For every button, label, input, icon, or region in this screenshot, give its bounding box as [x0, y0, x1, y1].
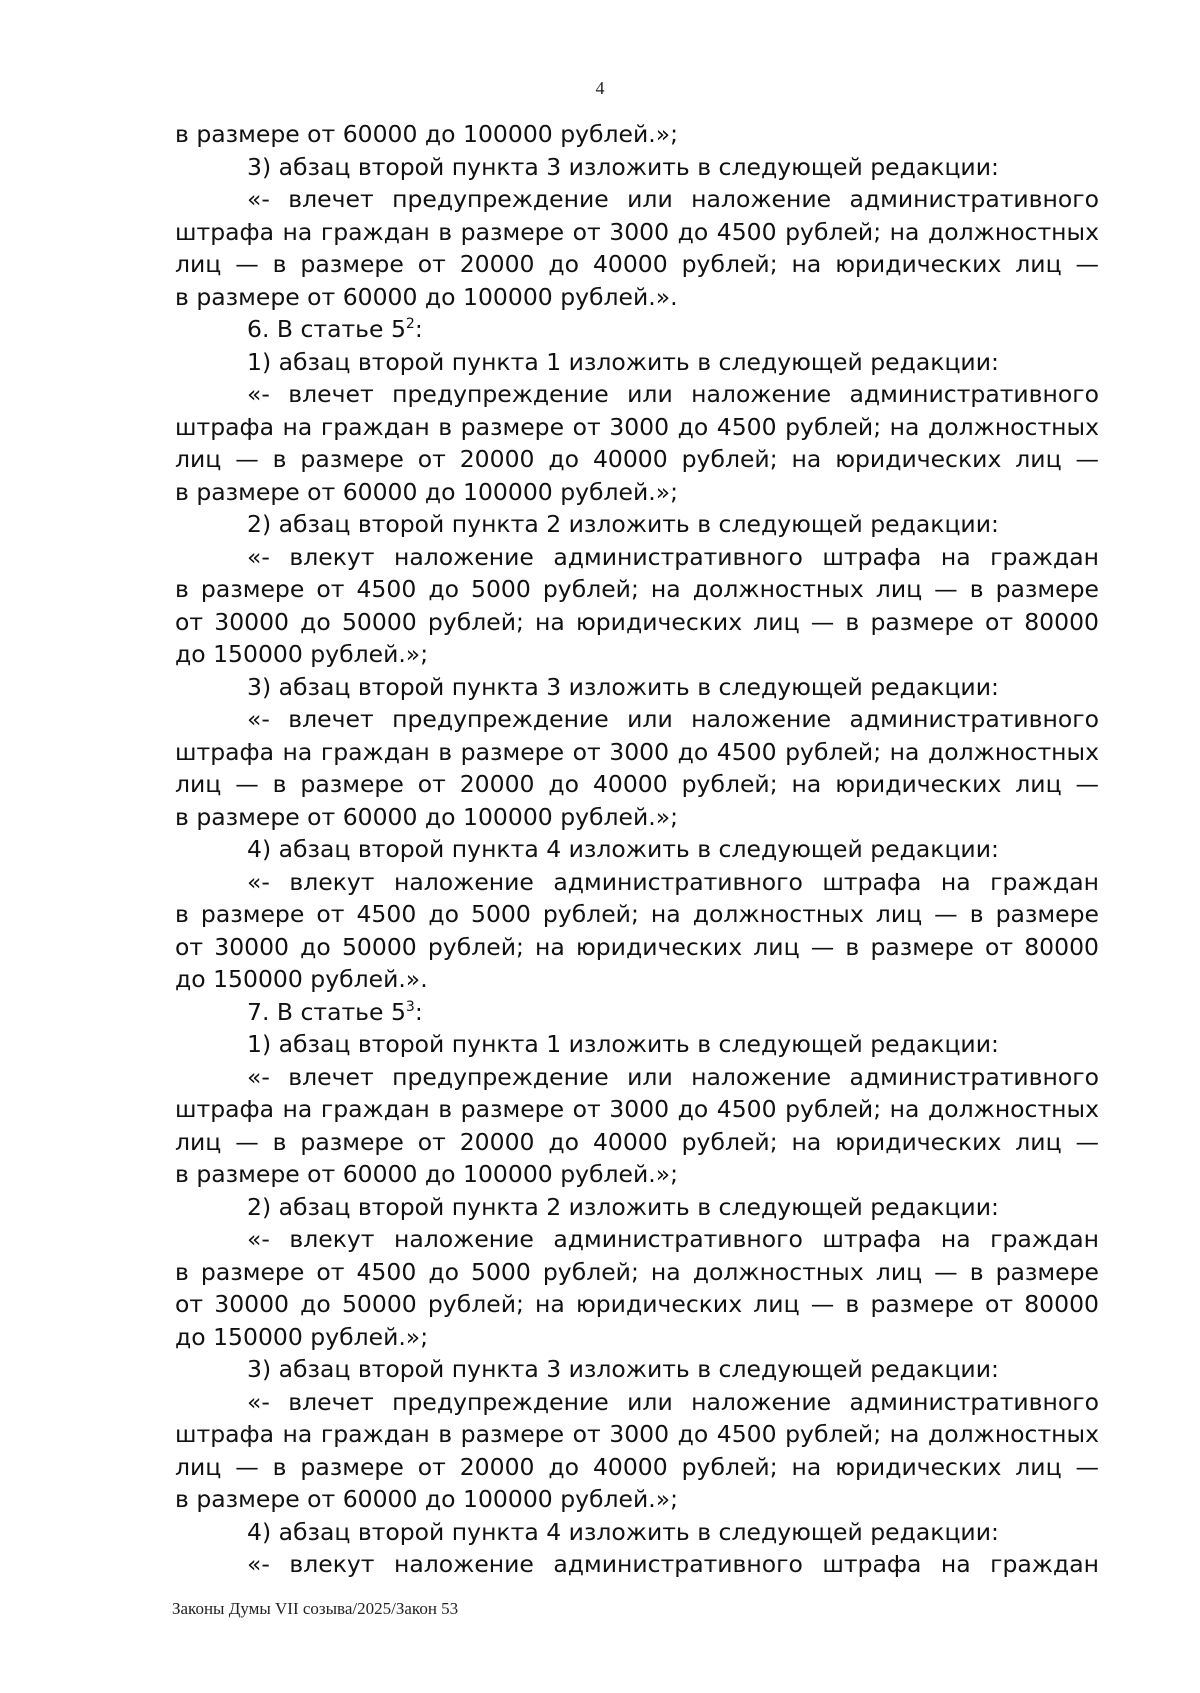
subitem-heading: 2) абзац второй пункта 2 изложить в следующей редакции: — [247, 510, 999, 538]
page-number: 4 — [595, 78, 605, 98]
line: лиц — в размере от 20000 до 40000 рублей; на юридических лиц — — [175, 1452, 1099, 1481]
section-heading: 6. В статье $5^2$: — [247, 315, 423, 343]
line: штрафа на граждан в размере от 3000 до 4500 рублей; на должностных — [175, 1420, 1099, 1448]
line: лиц — в размере от 20000 до 40000 рублей; на юридических лиц — — [175, 250, 1099, 278]
line: лиц — в размере от 20000 до 40000 рублей; на юридических лиц — — [175, 770, 1099, 798]
subitem-heading: 1) абзац второй пункта 1 изложить в следующей редакции: — [247, 1030, 999, 1058]
quote-line: «- влечет предупреждение или наложение административного — [247, 380, 1099, 408]
line: в размере от 4500 до 5000 рублей; на должностных лиц — в размере — [175, 1257, 1099, 1286]
subitem-heading: 4) абзац второй пункта 4 изложить в следующей редакции: — [247, 835, 999, 863]
line: в размере от 60000 до 100000 рублей.»; — [175, 1485, 679, 1513]
footer-reference: Законы Думы VII созыва/2025/Закон 53 — [172, 1599, 459, 1618]
quote-line: «- влечет предупреждение или наложение административного — [247, 705, 1099, 733]
subitem-heading: 1) абзац второй пункта 1 изложить в следующей редакции: — [247, 347, 999, 376]
line: лиц — в размере от 20000 до 40000 рублей; на юридических лиц — — [175, 1127, 1099, 1156]
line: в размере от 60000 до 100000 рублей.»; — [175, 120, 679, 148]
line: в размере от 60000 до 100000 рублей.»; — [175, 477, 679, 506]
quote-line: «- влекут наложение административного штрафа на граждан — [247, 867, 1099, 896]
quote-line: «- влечет предупреждение или наложение административного — [247, 185, 1099, 213]
subitem-heading: 2) абзац второй пункта 2 изложить в следующей редакции: — [247, 1192, 999, 1221]
line: штрафа на граждан в размере от 3000 до 4500 рублей; на должностных — [175, 737, 1099, 766]
line: в размере от 4500 до 5000 рублей; на должностных лиц — в размере — [175, 575, 1099, 603]
line: штрафа на граждан в размере от 3000 до 4500 рублей; на должностных — [175, 217, 1099, 246]
body-text — [175, 118, 1099, 1581]
line: от 30000 до 50000 рублей; на юридических лиц — в размере от 80000 — [175, 607, 1099, 636]
line: от 30000 до 50000 рублей; на юридических лиц — в размере от 80000 — [175, 932, 1099, 961]
subitem-heading: 4) абзац второй пункта 4 изложить в следующей редакции: — [247, 1517, 999, 1546]
superscript: 3 — [405, 998, 415, 1015]
subitem-heading: 3) абзац второй пункта 3 изложить в следующей редакции: — [247, 1355, 999, 1383]
line: в размере от 60000 до 100000 рублей.». — [175, 282, 678, 311]
line: от 30000 до 50000 рублей; на юридических лиц — в размере от 80000 — [175, 1290, 1099, 1318]
subitem-heading: 3) абзац второй пункта 3 изложить в следующей редакции: — [247, 672, 999, 701]
line: лиц — в размере от 20000 до 40000 рублей; на юридических лиц — — [175, 445, 1099, 473]
section-heading: 7. В статье $5^3$: — [247, 997, 423, 1026]
line: до 150000 рублей.»; — [175, 640, 429, 668]
line: штрафа на граждан в размере от 3000 до 4500 рублей; на должностных — [175, 412, 1099, 441]
line: штрафа на граждан в размере от 3000 до 4500 рублей; на должностных — [175, 1095, 1099, 1123]
line: до 150000 рублей.»; — [175, 1322, 429, 1351]
superscript: 2 — [405, 316, 415, 333]
line: в размере от 60000 до 100000 рублей.»; — [175, 802, 679, 831]
line: в размере от 4500 до 5000 рублей; на должностных лиц — в размере — [175, 900, 1099, 928]
line: до 150000 рублей.». — [175, 965, 428, 993]
quote-line: «- влечет предупреждение или наложение административного — [247, 1062, 1099, 1091]
subitem-heading: 3) абзац второй пункта 3 изложить в следующей редакции: — [247, 152, 999, 181]
quote-line: «- влекут наложение административного штрафа на граждан — [247, 1550, 1099, 1578]
quote-line: «- влечет предупреждение или наложение административного — [247, 1387, 1099, 1416]
line: в размере от 60000 до 100000 рублей.»; — [175, 1160, 679, 1188]
quote-line: «- влекут наложение административного штрафа на граждан — [247, 542, 1099, 571]
quote-line: «- влекут наложение административного штрафа на граждан — [247, 1225, 1099, 1253]
